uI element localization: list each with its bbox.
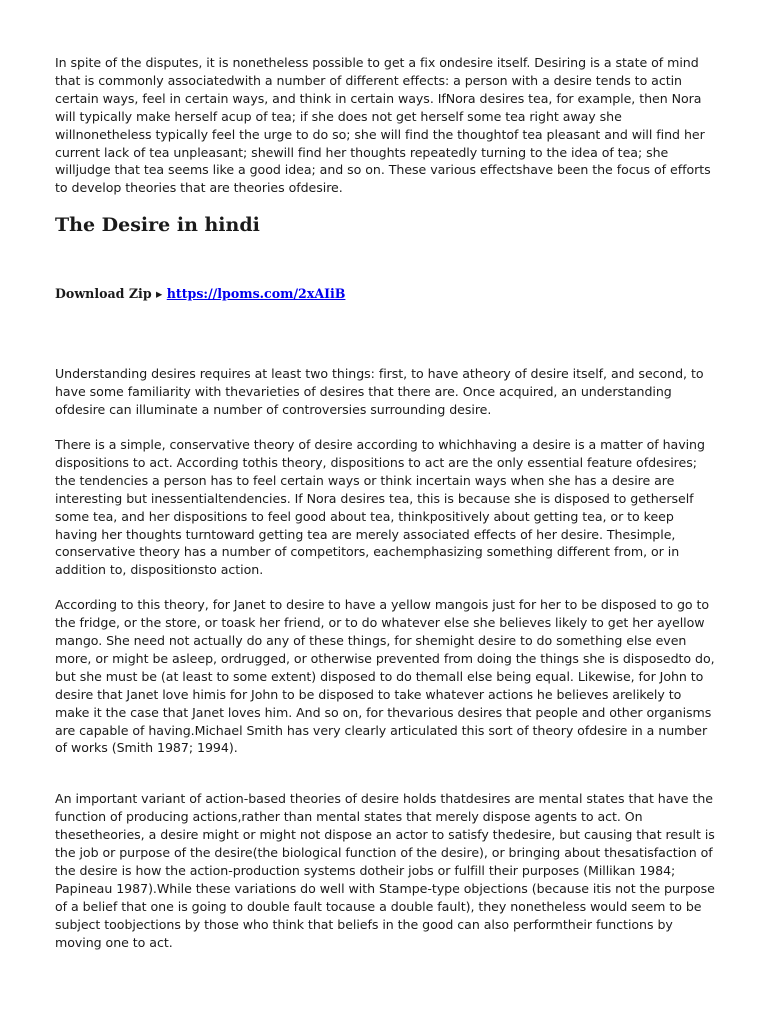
page-title: The Desire in hindi (55, 214, 260, 237)
download-label: Download Zip ▸ (55, 286, 167, 302)
intro-paragraph: In spite of the disputes, it is nonetheless possible to get a fix ondesire itself. Desiring is a state of mind that is commonly associatedwith a number of different effects: a person with a desire tends to actin certain ways, feel in certain ways, and think in certain ways. IfNora desires tea, for example, then Nora will typically make herself acup of tea; if she does not get herself some tea right away she willnonetheless typically feel the urge to do so; she will find the thoughtof tea pleasant and will find her current lack of tea unpleasant; shewill find her thoughts repeatedly turning to the idea of tea; she willjudge that tea seems like a good idea; and so on. These various effectshave been the focus of efforts to develop theories that are theories ofdesire. (55, 55, 711, 196)
download-link[interactable]: https://lpoms.com/2xAIiB (166, 286, 346, 302)
paragraph-action-variant: An important variant of action-based theories of desire holds thatdesires are mental states that have the function of producing actions,rather than mental states that merely dispose agents to act. On thesetheories, a desire might or might not dispose an actor to satisfy thedesire, but causing that result is the job or purpose of the desire(the biological function of the desire), or bringing about thesatisfaction of the desire is how the action-production systems dotheir jobs or fulfill their purposes (Millikan 1984; Papineau 1987).While these variations do well with Stampe-type objections (because itis not the purpose of a belief that one is going to double fault tocause a double fault), they nonetheless would seem to be subject toobjections by those who think that beliefs in the good can also performtheir functions by moving one to act. (55, 791, 715, 950)
download-line (55, 285, 717, 303)
paragraph-conservative-theory: There is a simple, conservative theory of desire according to whichhaving a desire is a matter of having dispositions to act. According tothis theory, dispositions to act are the only essential feature ofdesires; the tendencies a person has to feel certain ways or think incertain ways when she has a desire are interesting but inessentialtendencies. If Nora desires tea, this is because she is disposed to getherself some tea, and her dispositions to feel good about tea, thinkpositively about getting tea, or to keep having her thoughts turntoward getting tea are merely associated effects of her desire. Thesimple, conservative theory has a number of competitors, eachemphasizing something different from, or in addition to, dispositionsto action. (55, 436, 705, 578)
paragraph-janet-example: According to this theory, for Janet to desire to have a yellow mangois just for her to be disposed to go to the fridge, or the store, or toask her friend, or to do whatever else she believes likely to get her ayellow mango. She need not actually do any of these things, for shemight desire to do something else even more, or might be asleep, ordrugged, or otherwise prevented from doing the things she is disposedto do, but she must be (at least to some extent) disposed to do themall else being equal. Likewise, for John to desire that Janet love himis for John to be disposed to take whatever actions he believes arelikely to make it the case that Janet loves him. And so on, for thevarious desires that people and other organisms are capable of having.Michael Smith has very clearly articulated this sort of theory ofdesire in a number of works (Smith 1987; 1994). (55, 597, 715, 756)
document-page (55, 54, 717, 952)
paragraph-understanding: Understanding desires requires at least two things: first, to have atheory of desire itself, and second, to have some familiarity with thevarieties of desires that there are. Once acquired, an understanding ofdesire can illuminate a number of controversies surrounding desire. (55, 366, 704, 418)
